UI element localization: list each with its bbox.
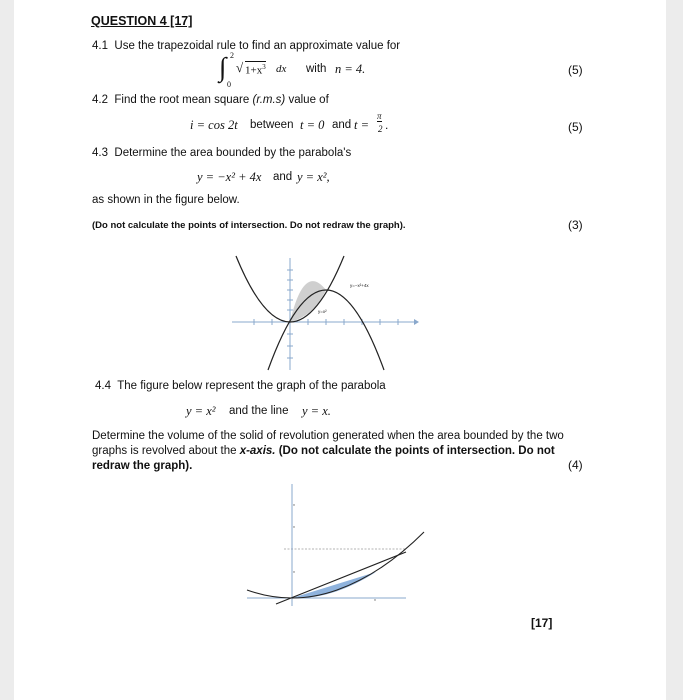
q42-t0: t = 0 bbox=[300, 118, 325, 132]
q43-equations bbox=[197, 170, 397, 188]
q41-marks: (5) bbox=[568, 63, 583, 77]
label-y-x2: y=x² bbox=[318, 309, 327, 314]
q42-pi: π bbox=[377, 111, 382, 121]
lower-limit: 0 bbox=[227, 80, 231, 89]
q43-eq1: y = −x² + 4x bbox=[197, 170, 262, 184]
q44-line2 bbox=[92, 445, 555, 457]
figure-parabolas bbox=[227, 252, 427, 372]
q42-marks: (5) bbox=[568, 120, 583, 134]
q44-eq1: y = x² bbox=[186, 404, 216, 418]
q42-and: and bbox=[332, 119, 352, 131]
q42-current: i = cos 2t bbox=[190, 118, 238, 132]
radicand-box bbox=[245, 61, 266, 77]
q42-period: . bbox=[385, 118, 389, 132]
label-y-neg-x2-4x: y=−x²+4x bbox=[350, 283, 369, 288]
differential: dx bbox=[276, 63, 287, 75]
q42-text bbox=[92, 94, 329, 106]
sqrt-sign: √ bbox=[236, 60, 244, 75]
q44-label: 4.4 bbox=[95, 380, 111, 392]
line-y-x bbox=[276, 552, 406, 604]
q43-label: 4.3 bbox=[92, 147, 108, 159]
q41-text bbox=[92, 40, 400, 52]
upper-limit: 2 bbox=[230, 51, 234, 60]
figure-volume bbox=[239, 480, 419, 610]
q43-text bbox=[92, 147, 351, 159]
curve-y-neg-x2-4x bbox=[268, 290, 384, 370]
q43-prompt: Determine the area bounded by the parabola's bbox=[114, 147, 352, 159]
q44-text bbox=[95, 380, 386, 392]
q42-prompt-c: value of bbox=[288, 94, 329, 106]
q42-between: between bbox=[250, 119, 294, 131]
total-marks: [17] bbox=[531, 616, 553, 630]
q44-line2-a: graphs is revolved about the bbox=[92, 445, 237, 457]
radicand-power: 3 bbox=[262, 63, 266, 71]
shaded-region bbox=[292, 572, 376, 598]
q43-eq2: y = x², bbox=[297, 170, 330, 184]
radicand: 1+x bbox=[245, 64, 263, 77]
q44-marks: (4) bbox=[568, 458, 583, 472]
q42-label: 4.2 bbox=[92, 94, 108, 106]
x-axis-arrow bbox=[414, 319, 419, 325]
q44-line3: redraw the graph). bbox=[92, 460, 193, 472]
q43-and: and bbox=[273, 171, 293, 183]
question-title: QUESTION 4 [17] bbox=[91, 14, 193, 28]
q42-formula bbox=[190, 111, 410, 138]
q44-eq2: y = x. bbox=[302, 404, 331, 418]
q43-marks: (3) bbox=[568, 218, 583, 232]
q44-line1: Determine the volume of the solid of revolution generated when the area bounded by the two bbox=[92, 430, 564, 442]
q41-condition: n = 4. bbox=[335, 62, 366, 76]
q42-t-eq: t = bbox=[354, 118, 370, 132]
q43-note: (Do not calculate the points of intersection. Do not redraw the graph). bbox=[92, 220, 406, 231]
q44-and: and the line bbox=[229, 405, 289, 417]
q42-prompt-a: Find the root mean square bbox=[114, 94, 250, 106]
q44-prompt: The figure below represent the graph of the parabola bbox=[117, 380, 386, 392]
integral-sign: ∫ bbox=[219, 52, 227, 82]
q44-line2-c: (Do not calculate the points of intersection. Do not bbox=[278, 445, 555, 457]
q42-rms: (r.m.s) bbox=[252, 94, 286, 106]
question-page bbox=[14, 0, 666, 700]
q41-integral bbox=[219, 51, 419, 90]
q44-equations bbox=[186, 404, 386, 422]
q41-prompt: Use the trapezoidal rule to find an approximate value for bbox=[114, 40, 401, 52]
q42-two: 2 bbox=[378, 124, 383, 134]
q43-shown: as shown in the figure below. bbox=[92, 194, 240, 206]
q41-label: 4.1 bbox=[92, 40, 108, 52]
q44-axis: x-axis. bbox=[239, 445, 276, 457]
q41-with: with bbox=[306, 63, 327, 75]
